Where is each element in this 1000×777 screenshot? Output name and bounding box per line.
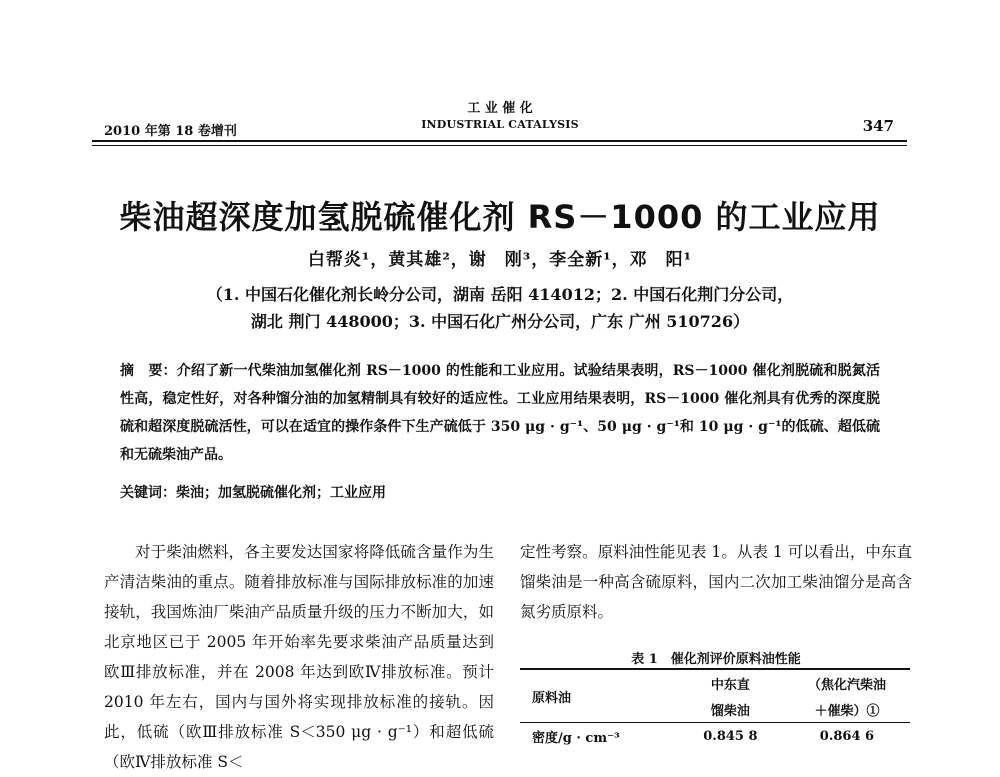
affiliation-line: 湖北 荆门 448000；3. 中国石化广州分公司，广东 广州 510726）	[250, 312, 750, 331]
table-cell: 密度/g · cm⁻³	[532, 730, 620, 746]
keywords-label: 关键词：	[120, 485, 176, 501]
header-rule-thin	[92, 145, 907, 146]
table-header-cell: 中东直	[677, 669, 784, 696]
table-row	[520, 723, 910, 750]
abstract	[120, 357, 880, 469]
abstract-label: 摘 要：	[120, 363, 177, 379]
table-cell: 0.864 6	[819, 728, 875, 744]
header-journal	[380, 101, 620, 133]
page-number: 347	[862, 117, 894, 135]
paper-affiliations	[120, 281, 880, 335]
feedstock-table	[520, 668, 910, 749]
keywords-text: 柴油；加氢脱硫催化剂；工业应用	[176, 485, 386, 501]
table-header-cell: （焦化汽柴油	[784, 669, 910, 696]
table-header-row	[520, 669, 910, 696]
journal-title-cn: 工 业 催 化	[467, 101, 533, 116]
body-column-right: 定性考察。原料油性能见表 1。从表 1 可以看出，中东直馏柴油是一种高含硫原料，国内二次加工柴油馏分是高含氮劣质原料。	[520, 543, 912, 621]
body-column-left: 对于柴油燃料，各主要发达国家将降低硫含量作为生产清洁柴油的重点。随着排放标准与国际排放标准的加速接轨，我国炼油厂柴油产品质量升级的压力不断加大，如北京地区已于 2005 年开始率先要求柴油产品质量达到欧Ⅲ排放标准，并在 2008 年达到欧Ⅳ排放标准。预计 2010 年左右，国内与国外将实现排放标准的接轨。因此，低硫（欧Ⅲ排放标准 S＜350 μg · g⁻¹）和超低硫（欧Ⅳ排放标准 S＜	[104, 543, 494, 771]
paper-title: 柴油超深度加氢脱硫催化剂 RS－1000 的工业应用	[119, 198, 881, 236]
keywords	[120, 482, 880, 502]
header-rule-thick	[92, 140, 907, 142]
table-cell: 0.845 8	[703, 728, 758, 744]
table-header-cell: 原料油	[520, 669, 677, 723]
abstract-text: 介绍了新一代柴油加氢催化剂 RS－1000 的性能和工业应用。试验结果表明，RS－1000 催化剂脱硫和脱氮活性高，稳定性好，对各种馏分油的加氢精制具有较好的适应性。工业应用结果表明，RS－1000 催化剂具有优秀的深度脱硫和超深度脱硫活性，可以在适宜的操作条件下生产硫低于 350 μg · g⁻¹、50 μg · g⁻¹和 10 μg · g⁻¹的低硫、超低硫和无硫柴油产品。	[120, 363, 881, 463]
table-header-cell: ＋催柴）①	[784, 696, 910, 723]
table-caption: 表 1 催化剂评价原料油性能	[631, 652, 801, 667]
table-header-cell: 馏柴油	[677, 696, 784, 723]
journal-title-en: INDUSTRIAL CATALYSIS	[421, 118, 579, 131]
header-issue: 2010 年第 18 卷增刊	[104, 124, 237, 139]
affiliation-line: （1. 中国石化催化剂长岭分公司，湖南 岳阳 414012；2. 中国石化荆门分公司，	[206, 285, 794, 304]
paper-authors: 白帮炎¹，黄其雄²，谢 刚³，李全新¹，邓 阳¹	[307, 250, 693, 270]
